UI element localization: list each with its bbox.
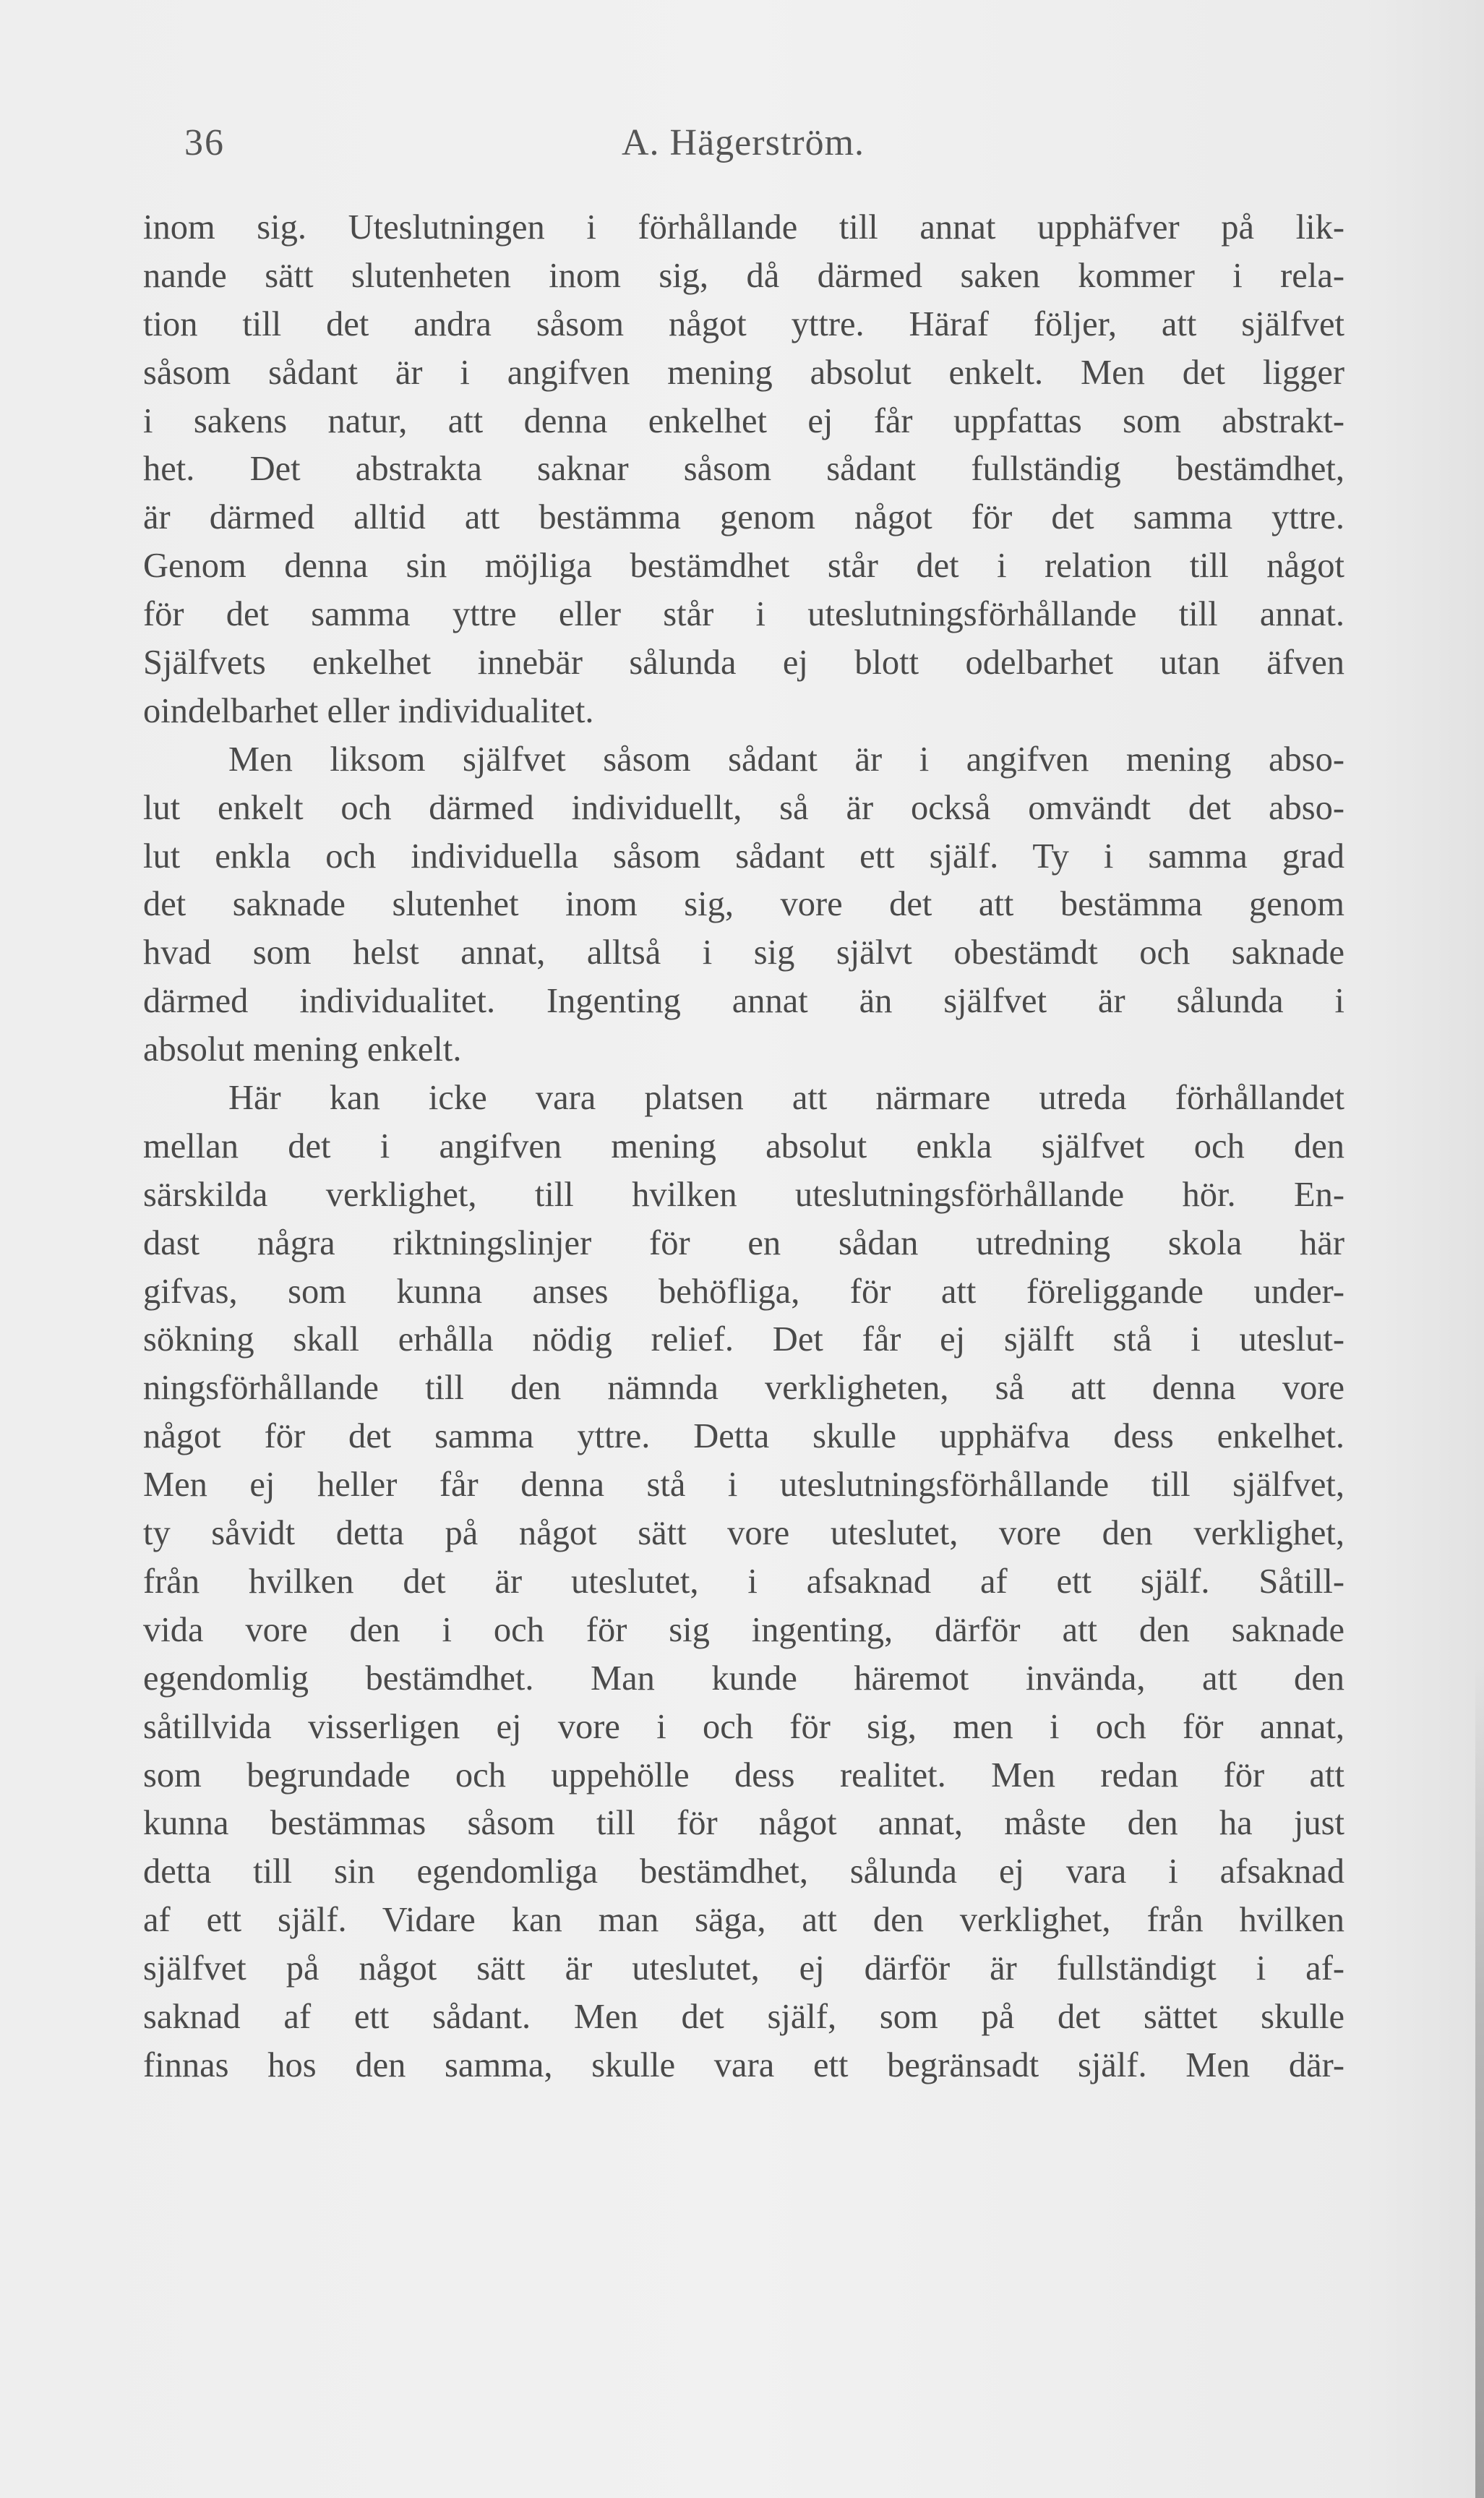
text-line: därmed individualitet. Ingenting annat än själfvet är sålunda i — [143, 982, 1344, 1021]
text-line: finnas hos den samma, skulle vara ett begränsadt själf. Men där- — [143, 2045, 1344, 2084]
text-line: lut enkla och individuella såsom sådant ett själf. Ty i samma grad — [143, 837, 1344, 876]
text-line: mellan det i angifven mening absolut enkla själfvet och den — [143, 1126, 1344, 1165]
text-line: det saknade slutenhet inom sig, vore det att bestämma genom — [143, 885, 1344, 924]
text-line: ty såvidt detta på något sätt vore uteslutet, vore den verklighet, — [143, 1514, 1344, 1553]
text-line: särskilda verklighet, till hvilken uteslutningsförhållande hör. En- — [143, 1175, 1344, 1214]
text-line: inom sig. Uteslutningen i förhållande till annat upphäfver på lik- — [143, 208, 1344, 247]
text-line: för det samma yttre eller står i uteslutningsförhållande till annat. — [143, 595, 1344, 634]
text-line: egendomlig bestämdhet. Man kunde häremot invända, att den — [143, 1659, 1344, 1698]
text-line: hvad som helst annat, alltså i sig självt obestämdt och saknade — [143, 933, 1344, 972]
text-line: saknad af ett sådant. Men det själf, som på det sättet skulle — [143, 1997, 1344, 2036]
text-line: af ett själf. Vidare kan man säga, att den verklighet, från hvilken — [143, 1901, 1344, 1940]
text-line: het. Det abstrakta saknar såsom sådant fullständig bestämdhet, — [143, 450, 1344, 489]
page-edge-shadow — [1475, 1663, 1484, 2498]
text-line: vida vore den i och för sig ingenting, därför att den saknade — [143, 1610, 1344, 1649]
text-line: detta till sin egendomliga bestämdhet, sålunda ej vara i afsaknad — [143, 1852, 1344, 1891]
text-line: Men ej heller får denna stå i uteslutningsförhållande till själfvet, — [143, 1466, 1344, 1505]
text-line: från hvilken det är uteslutet, i afsaknad af ett själf. Såtill- — [143, 1562, 1344, 1601]
text-line: lut enkelt och därmed individuellt, så är också omvändt det abso- — [143, 788, 1344, 827]
text-line: dast några riktningslinjer för en sådan utredning skola här — [143, 1223, 1344, 1262]
text-line: Men liksom själfvet såsom sådant är i angifven mening abso- — [228, 740, 1344, 779]
text-line: ningsförhållande till den nämnda verkligheten, så att denna vore — [143, 1369, 1344, 1408]
text-line: Här kan icke vara platsen att närmare utreda förhållandet — [228, 1079, 1344, 1118]
text-line: Genom denna sin möjliga bestämdhet står det i relation till något — [143, 547, 1344, 586]
text-line: såsom sådant är i angifven mening absolut enkelt. Men det ligger — [143, 353, 1344, 392]
text-line: kunna bestämmas såsom till för något annat, måste den ha just — [143, 1804, 1344, 1843]
text-line: oindelbarhet eller individualitet. — [143, 691, 594, 730]
body-text — [143, 204, 1344, 2090]
text-line: sökning skall erhålla nödig relief. Det får ej själft stå i uteslut- — [143, 1320, 1344, 1359]
text-line: själfvet på något sätt är uteslutet, ej därför är fullständigt i af- — [143, 1949, 1344, 1988]
text-line: i sakens natur, att denna enkelhet ej får uppfattas som abstrakt- — [143, 401, 1344, 440]
text-line: Själfvets enkelhet innebär sålunda ej blott odelbarhet utan äfven — [143, 643, 1344, 683]
running-head: A. Hägerström. — [622, 122, 865, 163]
text-line: som begrundade och uppehölle dess realitet. Men redan för att — [143, 1755, 1344, 1795]
text-line: nande sätt slutenheten inom sig, då därmed saken kommer i rela- — [143, 256, 1344, 295]
text-line: tion till det andra såsom något yttre. Häraf följer, att själfvet — [143, 304, 1344, 343]
page-number: 36 — [184, 122, 225, 163]
text-line: absolut mening enkelt. — [143, 1030, 462, 1069]
text-line: gifvas, som kunna anses behöfliga, för att föreliggande under- — [143, 1272, 1344, 1311]
text-line: är därmed alltid att bestämma genom något för det samma yttre. — [143, 498, 1344, 537]
text-line: något för det samma yttre. Detta skulle upphäfva dess enkelhet. — [143, 1417, 1344, 1456]
text-line: såtillvida visserligen ej vore i och för sig, men i och för annat, — [143, 1707, 1344, 1746]
